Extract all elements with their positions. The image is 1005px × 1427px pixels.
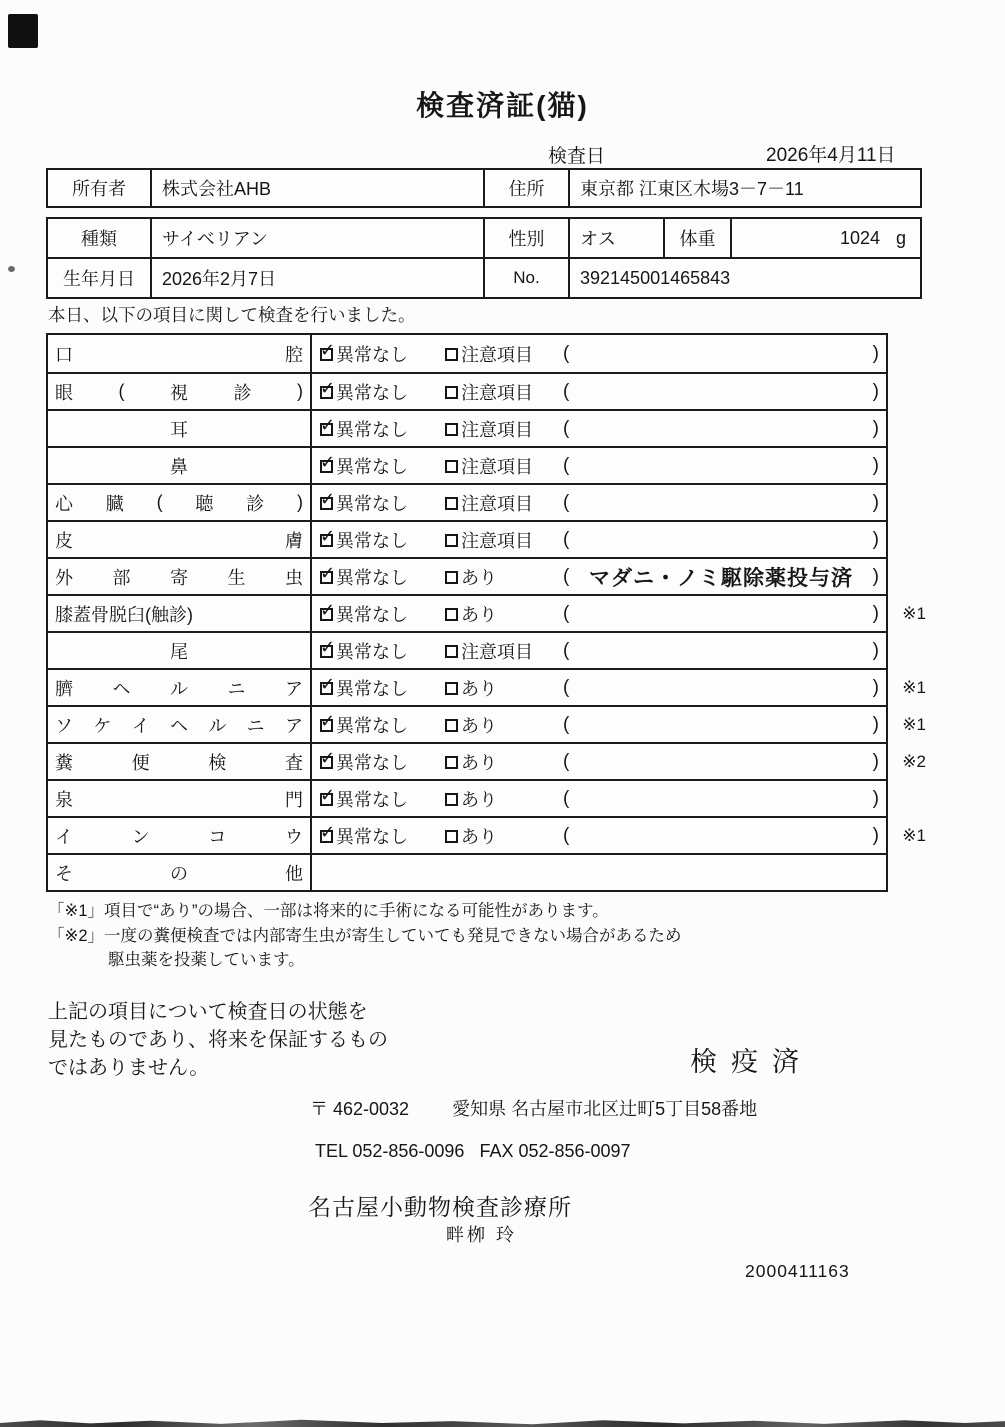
- paren-field: [563, 559, 886, 594]
- row-label-part: 膝蓋骨脱臼(触診): [55, 604, 193, 625]
- checklist-table: [46, 333, 926, 892]
- row-label-part: ル: [170, 678, 188, 699]
- table-row: [48, 520, 886, 557]
- paren-open: (: [563, 528, 570, 550]
- table-row: [48, 742, 926, 779]
- secondary-option-label: 注意項目: [461, 344, 533, 365]
- checkbox-unchecked-icon: [445, 348, 458, 361]
- secondary-option: [445, 564, 563, 590]
- checkbox-unchecked-icon: [445, 830, 458, 843]
- row-content: [312, 855, 886, 890]
- clinic-address: 愛知県 名古屋市北区辻町5丁目58番地: [452, 1099, 758, 1119]
- secondary-option: [445, 416, 563, 442]
- no-value: 392145001465843: [580, 267, 731, 288]
- row-label-part: 糞: [55, 752, 73, 773]
- row-label-part: ア: [285, 678, 303, 699]
- row-label: [48, 411, 312, 446]
- serial-number: 2000411163: [745, 1261, 850, 1281]
- owner-label: 所有者: [48, 170, 152, 206]
- row-label: [48, 781, 312, 816]
- checkbox-checked-icon: [320, 460, 333, 473]
- paren-field: [563, 744, 886, 779]
- paren-close: ): [872, 602, 879, 624]
- paren-field: [563, 781, 886, 816]
- secondary-option: [445, 823, 563, 849]
- checkbox-unchecked-icon: [445, 793, 458, 806]
- checked-option-label: 異常なし: [336, 493, 408, 514]
- row-label-part: 心: [55, 493, 73, 514]
- postal-code: 〒 462-0032: [310, 1099, 410, 1119]
- pet-info-table: [46, 217, 922, 299]
- weight-value: [732, 219, 920, 257]
- paren-field: [563, 818, 886, 853]
- row-label-part: ソ: [55, 715, 73, 736]
- row-label-part: 査: [284, 752, 303, 773]
- statement-line-1: 上記の項目について検査日の状態を: [48, 1001, 368, 1023]
- disclaimer-statement: [48, 998, 388, 1082]
- paren-close: ): [872, 380, 879, 402]
- table-row: [48, 483, 886, 520]
- checked-option: [320, 749, 445, 775]
- table-row: [48, 705, 926, 742]
- checked-option-label: 異常なし: [336, 604, 408, 625]
- paren-open: (: [563, 639, 570, 661]
- row-label: [48, 596, 312, 631]
- secondary-option: [445, 341, 563, 367]
- checkbox-checked-icon: [320, 423, 333, 436]
- row-label-part: ウ: [284, 826, 303, 847]
- checkbox-unchecked-icon: [445, 423, 458, 436]
- checkbox-checked-icon: [320, 719, 333, 732]
- checkbox-unchecked-icon: [445, 497, 458, 510]
- paren-close: ): [872, 750, 879, 772]
- paren-close: ): [872, 454, 879, 476]
- breed-label: 種類: [48, 219, 152, 257]
- checked-option: [320, 712, 445, 738]
- row-content: [312, 448, 886, 483]
- checkbox-unchecked-icon: [445, 608, 458, 621]
- checkbox-unchecked-icon: [445, 460, 458, 473]
- secondary-option-label: あり: [461, 715, 497, 736]
- secondary-option: [445, 453, 563, 479]
- table-row: [48, 816, 926, 853]
- footnote-ref: ※2: [902, 751, 926, 771]
- row-label-part: そ: [55, 863, 73, 884]
- row-content: [312, 670, 886, 705]
- paren-field: [563, 411, 886, 446]
- row-label-part: ニ: [246, 715, 265, 736]
- checkbox-unchecked-icon: [445, 719, 458, 732]
- checked-option-label: 異常なし: [336, 641, 408, 662]
- secondary-option: [445, 638, 563, 664]
- paren-open: (: [563, 565, 570, 587]
- paren-close: ): [872, 565, 879, 587]
- checkbox-checked-icon: [320, 386, 333, 399]
- row-label: [48, 818, 312, 853]
- weight-label: 体重: [665, 219, 732, 257]
- row-label: [48, 633, 312, 668]
- row-content: [312, 522, 886, 557]
- paren-field: [563, 707, 886, 742]
- checkbox-checked-icon: [320, 348, 333, 361]
- row-label-part: 虫: [285, 567, 303, 588]
- document-title: 検査済証(猫): [416, 90, 589, 121]
- secondary-option-label: 注意項目: [461, 456, 533, 477]
- paren-field: [563, 374, 886, 409]
- table-row: [48, 853, 886, 890]
- row-label: [48, 707, 312, 742]
- row-label: [48, 485, 312, 520]
- checked-option-label: 異常なし: [336, 419, 408, 440]
- row-label-part: ): [297, 381, 303, 401]
- checkbox-unchecked-icon: [445, 571, 458, 584]
- paren-field: [563, 670, 886, 705]
- row-label-part: 聴: [195, 493, 214, 514]
- row-label-part: ニ: [227, 678, 246, 699]
- row-content: [312, 411, 886, 446]
- table-row: [48, 446, 886, 483]
- breed-value: サイベリアン: [152, 219, 485, 257]
- row-label-part: ): [296, 492, 303, 512]
- row-label-part: ン: [131, 826, 150, 847]
- secondary-option-label: あり: [461, 567, 497, 588]
- table-row: [48, 335, 886, 372]
- row-label-part: コ: [208, 826, 227, 847]
- paren-open: (: [563, 787, 570, 809]
- table-row: [48, 409, 886, 446]
- checked-option-label: 異常なし: [336, 789, 408, 810]
- row-content: [312, 818, 886, 853]
- weight-number: 1024: [839, 227, 880, 248]
- scan-artifact-dot: [8, 266, 15, 272]
- checked-option-label: 異常なし: [336, 752, 408, 773]
- row-label-part: 寄: [170, 567, 188, 588]
- sex-label: 性別: [485, 219, 570, 257]
- paren-field: [563, 633, 886, 668]
- scan-artifact-corner: [8, 14, 38, 48]
- inspection-date-value: 2026年4月11日: [766, 145, 896, 166]
- row-label: [48, 559, 312, 594]
- row-label-part: 臍: [55, 678, 73, 699]
- row-label-part: ル: [208, 715, 227, 736]
- row-label-part: 眼: [55, 382, 73, 403]
- paren-field: [563, 335, 886, 372]
- row-content: [312, 559, 886, 594]
- paren-close: ): [872, 713, 879, 735]
- checkbox-unchecked-icon: [445, 682, 458, 695]
- row-label-part: 口: [55, 344, 73, 365]
- paren-open: (: [563, 602, 570, 624]
- checked-option-label: 異常なし: [336, 530, 408, 551]
- row-label: [48, 744, 312, 779]
- row-label: [48, 522, 312, 557]
- row-content: [312, 596, 886, 631]
- row-content: [312, 485, 886, 520]
- checkbox-checked-icon: [320, 571, 333, 584]
- address-value: 東京都 江東区木場3－7－11: [580, 179, 804, 199]
- checked-option: [320, 379, 445, 405]
- checked-option-label: 異常なし: [336, 567, 408, 588]
- checked-option: [320, 341, 445, 367]
- secondary-option-label: 注意項目: [461, 382, 533, 403]
- secondary-option: [445, 749, 563, 775]
- checkbox-checked-icon: [320, 756, 333, 769]
- secondary-option-label: あり: [461, 604, 497, 625]
- footnote-ref: ※1: [902, 603, 926, 623]
- row-label-part: 腔: [285, 344, 303, 365]
- paren-open: (: [563, 750, 570, 772]
- row-label-part: 診: [233, 382, 252, 403]
- row-label-part: 耳: [170, 419, 188, 440]
- secondary-option: [445, 786, 563, 812]
- table-row: [48, 372, 886, 409]
- secondary-option: [445, 527, 563, 553]
- row-label-part: 泉: [55, 789, 73, 810]
- paren-open: (: [563, 417, 570, 439]
- checked-option-label: 異常なし: [336, 715, 408, 736]
- table-row: [48, 631, 886, 668]
- row-label: [48, 670, 312, 705]
- secondary-option-label: あり: [461, 826, 497, 847]
- statement-line-2: 見たものであり、将来を保証するもの: [48, 1029, 388, 1051]
- row-label-part: イ: [55, 826, 73, 847]
- footnote-ref: ※1: [902, 677, 926, 697]
- owner-value: 株式会社AHB: [152, 170, 485, 206]
- row-label-part: 便: [131, 752, 150, 773]
- clinic-tel: TEL 052-856-0096 FAX 052-856-0097: [315, 1141, 631, 1161]
- checkbox-unchecked-icon: [445, 534, 458, 547]
- intro-text: 本日、以下の項目に関して検査を行いました。: [48, 305, 416, 325]
- clinic-postal-line: [310, 1095, 757, 1121]
- paren-close: ): [872, 417, 879, 439]
- table-row: [48, 557, 886, 594]
- row-label-part: 視: [170, 382, 188, 403]
- paren-open: (: [563, 454, 570, 476]
- checked-option: [320, 823, 445, 849]
- birthdate-label: 生年月日: [48, 259, 152, 297]
- scan-artifact-bottom: [0, 1418, 1005, 1427]
- row-label-part: 他: [285, 863, 303, 884]
- table-row: [48, 779, 886, 816]
- paren-open: (: [563, 342, 570, 364]
- row-content: [312, 633, 886, 668]
- checkbox-checked-icon: [320, 793, 333, 806]
- secondary-option-label: あり: [461, 789, 497, 810]
- secondary-option-label: 注意項目: [461, 641, 533, 662]
- vet-name: 畔栁 玲: [446, 1225, 518, 1245]
- clinic-name: 名古屋小動物検査診療所: [308, 1194, 572, 1220]
- paren-field: [563, 522, 886, 557]
- checked-option: [320, 675, 445, 701]
- row-content: [312, 335, 886, 372]
- table-row: [48, 594, 926, 631]
- checked-option: [320, 527, 445, 553]
- checkbox-checked-icon: [320, 830, 333, 843]
- paren-close: ): [872, 787, 879, 809]
- paren-close: ): [872, 528, 879, 550]
- checkbox-checked-icon: [320, 682, 333, 695]
- row-label-part: 生: [227, 567, 246, 588]
- secondary-option: [445, 712, 563, 738]
- secondary-option-label: あり: [461, 678, 497, 699]
- checkbox-checked-icon: [320, 534, 333, 547]
- secondary-option: [445, 675, 563, 701]
- row-label: [48, 374, 312, 409]
- paren-field: [563, 596, 886, 631]
- row-label-part: (: [118, 381, 125, 401]
- checked-option-label: 異常なし: [336, 456, 408, 477]
- checked-option: [320, 564, 445, 590]
- row-content: [312, 374, 886, 409]
- row-label-part: 部: [112, 567, 131, 588]
- row-label-part: 膚: [285, 530, 303, 551]
- paren-close: ): [872, 824, 879, 846]
- checked-option: [320, 490, 445, 516]
- row-label-part: 鼻: [170, 456, 188, 477]
- paren-close: ): [872, 676, 879, 698]
- row-content: [312, 707, 886, 742]
- inspection-date-label: 検査日: [548, 146, 606, 167]
- paren-open: (: [563, 713, 570, 735]
- secondary-option: [445, 601, 563, 627]
- checked-option: [320, 786, 445, 812]
- checked-option: [320, 601, 445, 627]
- row-content: [312, 781, 886, 816]
- no-label: No.: [485, 259, 570, 297]
- paren-open: (: [563, 491, 570, 513]
- birthdate-value: 2026年2月7日: [152, 259, 485, 297]
- row-label-part: ヘ: [112, 678, 131, 699]
- paren-open: (: [563, 380, 570, 402]
- row-label-part: 門: [285, 789, 303, 810]
- secondary-option: [445, 490, 563, 516]
- paren-close: ): [872, 342, 879, 364]
- row-label-part: イ: [131, 715, 150, 736]
- row-label-part: の: [170, 863, 188, 884]
- paren-field: [563, 448, 886, 483]
- checkbox-unchecked-icon: [445, 386, 458, 399]
- row-label-part: 診: [246, 493, 265, 514]
- paren-open: (: [563, 824, 570, 846]
- row-label-part: 外: [55, 567, 73, 588]
- secondary-option-label: 注意項目: [461, 493, 533, 514]
- row-label-part: 皮: [55, 530, 73, 551]
- row-label-part: 尾: [170, 641, 188, 662]
- secondary-option: [445, 379, 563, 405]
- quarantine-stamp: 検疫済: [690, 1047, 813, 1077]
- checked-option-label: 異常なし: [336, 826, 408, 847]
- checkbox-checked-icon: [320, 608, 333, 621]
- sex-value: オス: [570, 219, 665, 257]
- secondary-option-label: あり: [461, 752, 497, 773]
- address-label: 住所: [485, 170, 570, 206]
- checked-option: [320, 453, 445, 479]
- paren-close: ): [872, 491, 879, 513]
- row-content: [312, 744, 886, 779]
- checkbox-unchecked-icon: [445, 756, 458, 769]
- row-label-part: ア: [284, 715, 303, 736]
- checked-option-label: 異常なし: [336, 382, 408, 403]
- paren-close: ): [872, 639, 879, 661]
- footnote-2: 「※2」一度の糞便検査では内部寄生虫が寄生していても発見できない場合があるため: [48, 927, 682, 945]
- row-label-part: 臓: [105, 493, 124, 514]
- paren-field: [563, 485, 886, 520]
- footnote-ref: ※1: [902, 825, 926, 845]
- owner-table: [46, 168, 922, 208]
- checkbox-checked-icon: [320, 497, 333, 510]
- row-label-part: 検: [208, 752, 227, 773]
- row-label: [48, 855, 312, 890]
- checked-option-label: 異常なし: [336, 344, 408, 365]
- checkbox-unchecked-icon: [445, 645, 458, 658]
- row-label: [48, 335, 312, 372]
- table-row: [48, 668, 926, 705]
- row-label-part: ケ: [93, 715, 112, 736]
- statement-line-3: ではありません。: [48, 1057, 210, 1079]
- checked-option: [320, 416, 445, 442]
- footnote-3: 駆虫薬を投薬しています。: [108, 951, 305, 969]
- checked-option-label: 異常なし: [336, 678, 408, 699]
- secondary-option-label: 注意項目: [461, 530, 533, 551]
- row-label-part: (: [156, 492, 163, 512]
- secondary-option-label: 注意項目: [461, 419, 533, 440]
- footnote-ref: ※1: [902, 714, 926, 734]
- checkbox-checked-icon: [320, 645, 333, 658]
- weight-unit: g: [895, 227, 906, 248]
- paren-content: マダニ・ノミ駆除薬投与済: [589, 566, 853, 590]
- checked-option: [320, 638, 445, 664]
- row-label: [48, 448, 312, 483]
- paren-open: (: [563, 676, 570, 698]
- footnote-1: 「※1」項目で“あり”の場合、一部は将来的に手術になる可能性があります。: [48, 902, 609, 920]
- row-label-part: ヘ: [169, 715, 188, 736]
